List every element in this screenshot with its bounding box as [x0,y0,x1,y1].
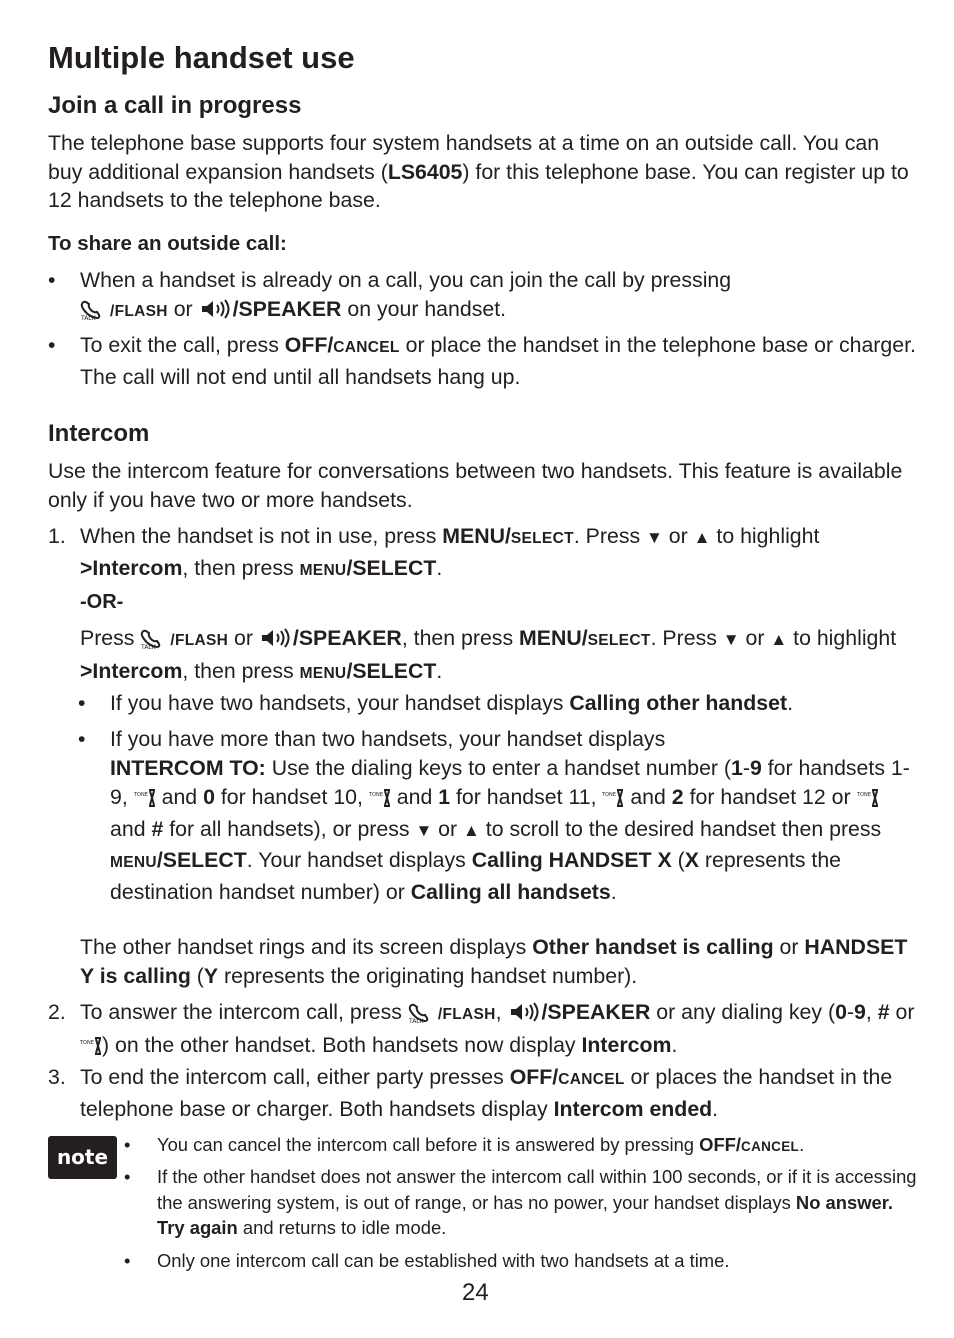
cancel-key: CANCEL [333,339,400,356]
bullet-text: If you have more than two handsets, your handset displays [110,727,666,751]
menu-key: MENU [110,854,157,872]
step-text: Press [80,626,141,650]
intercom-menu-item: >Intercom [80,555,183,580]
note-item-1 [124,1132,924,1160]
select-key: /SELECT [346,658,437,683]
display-text: Intercom ended [553,1096,713,1121]
svg-text:TONE: TONE [856,791,871,798]
bullet-marker: • [124,1250,131,1271]
step-text: ) on the other handset. Both handsets now display [102,1032,582,1057]
bullet-text: ( [671,848,685,873]
intercom-step-3 [48,1063,918,1124]
display-text: Calling HANDSET X [471,848,672,873]
step-text: , [865,1000,878,1024]
menu-key: MENU/ [519,626,588,650]
display-text: No answer. Try again [157,1191,894,1238]
bullet-text-end: or place the handset in the telephone base or charger. The call will not end until all handsets hang up. [80,333,916,389]
key-label: 2 [671,784,684,809]
bullet-text: To exit the call, press [80,333,285,357]
off-key: OFF/ [284,333,334,357]
bullet-marker: • [48,268,56,292]
tone-icon [134,787,156,816]
bullet-text-or: or [167,296,199,321]
key-label: 9 [854,1000,866,1024]
down-arrow-icon: ▼ [646,528,663,547]
svg-text:TONE: TONE [80,1039,94,1046]
intercom-sub-bullet-2 [78,725,918,907]
talk-icon [408,1002,438,1031]
flash-key: /FLASH [170,632,229,649]
note-text: and returns to idle mode. [237,1217,447,1238]
step-text: represents the originating handset number). [218,963,638,988]
menu-key: MENU/ [442,524,511,548]
intercom-step-2 [48,998,918,1064]
key-label: 1 [731,755,743,780]
bullet-text-end: on your handset. [341,296,507,321]
step-text: or [662,524,694,548]
intercom-menu-item: >Intercom [80,658,183,683]
bullet-text: . [787,691,793,715]
step-text: - [846,1000,855,1024]
svg-text:TALK: TALK [141,644,156,649]
menu-key: MENU [299,664,347,682]
step-text: or [773,935,805,959]
flash-key: /FLASH [437,1006,496,1023]
bullet-text: for handset 10, [214,784,369,809]
bullet-text: - [742,755,750,780]
bullet-marker: • [124,1134,131,1155]
share-bullet-2 [48,331,918,392]
speaker-icon [259,627,293,657]
share-heading: To share an outside call: [48,232,287,255]
display-text: Other handset is calling [532,935,774,959]
svg-text:TALK: TALK [81,314,96,320]
bullet-text: . [610,879,617,904]
bullet-marker: • [124,1166,131,1187]
note-item-3 [124,1248,924,1274]
off-key: OFF/ [699,1134,742,1155]
select-key: /SELECT [346,555,437,580]
bullet-text: for handsets 1-9, [110,755,910,809]
bullet-text: and [624,784,672,809]
tone-icon [602,787,624,816]
key-label: 0 [203,784,215,809]
cancel-key: CANCEL [741,1139,800,1154]
talk-icon [80,299,110,328]
intercom-heading: Intercom [48,420,150,447]
step-text: . Press [650,626,723,650]
note-text: You can cancel the intercom call before it is answered by pressing [157,1134,700,1155]
cancel-key: CANCEL [558,1071,625,1088]
step-text: . [712,1096,719,1121]
bullet-text: or [432,817,464,842]
intercom-step-1 [48,522,918,586]
step-number: 2. [48,1000,66,1024]
intercom-step-1-alt [48,624,918,689]
page-number: 24 [462,1279,489,1306]
key-label: # [151,817,164,842]
step-text: to highlight [710,524,820,548]
display-text: INTERCOM TO: [110,755,266,780]
intercom-rings-text [48,933,918,991]
menu-key: MENU [299,561,347,579]
note-text: If the other handset does not answer the intercom call within 100 seconds, or if it is accessing the answering system, is out of range, or has no power, your handset displays [157,1166,917,1213]
flash-key: /FLASH [110,302,168,320]
key-label: # [877,1000,890,1024]
up-arrow-icon: ▲ [770,630,788,649]
svg-text:TONE: TONE [133,791,148,798]
select-key: SELECT [510,530,574,547]
note-item-2 [124,1164,924,1241]
step-text: , then press [182,658,300,683]
talk-icon [140,628,170,657]
step-text: ( [190,963,204,988]
bullet-text: and [110,817,152,842]
step-text: or any dialing key ( [650,1000,836,1024]
step-text: When the handset is not in use, press [80,524,443,548]
bullet-marker: • [78,727,86,751]
svg-text:TONE: TONE [602,791,617,798]
bullet-text: represents the destination handset number) or [110,848,842,904]
step-text: or places the handset in the telephone base or charger. Both handsets display [80,1065,893,1121]
step-text: . [436,658,443,683]
bullet-text: . Your handset displays [246,848,472,873]
bullet-text: When a handset is already on a call, you can join the call by pressing [80,268,732,292]
join-intro-text: The telephone base supports four system handsets at a time on an outside call. You can buy additional expansion handsets ( [48,131,880,184]
step-text: , then press [401,626,520,650]
down-arrow-icon: ▼ [415,821,433,841]
step-text: To end the intercom call, either party presses [80,1065,510,1089]
step-text: , then press [182,555,300,580]
speaker-key: /SPEAKER [541,1000,651,1024]
svg-text:TONE: TONE [368,791,383,798]
model-number: LS6405 [387,159,463,184]
step-text: or [228,626,259,650]
bullet-text: and [155,784,204,809]
step-text: or [889,1000,915,1024]
display-text: Intercom [581,1032,672,1057]
off-key: OFF/ [509,1065,559,1089]
variable-label: X [684,848,699,873]
tone-icon [857,787,879,816]
intercom-intro: Use the intercom feature for conversations between two handsets. This feature is available only if you have two or more handsets. [48,459,903,512]
bullet-text: and [390,784,439,809]
up-arrow-icon: ▲ [693,528,711,547]
step-text: , [495,1000,508,1024]
or-label: -OR- [80,591,124,613]
note-text: . [799,1134,805,1155]
step-text: . [436,555,443,580]
note-text: Only one intercom call can be established with two handsets at a time. [157,1250,730,1271]
tone-icon [80,1035,102,1064]
display-text: Calling other handset [569,691,788,715]
step-text: . [671,1032,678,1057]
bullet-text: If you have two handsets, your handset displays [110,691,570,715]
key-label: 0 [835,1000,847,1024]
speaker-icon [508,1001,542,1031]
speaker-key: /SPEAKER [232,296,342,321]
step-text: or [739,626,771,650]
bullet-text: to scroll to the desired handset then press [479,817,882,842]
share-bullet-1 [48,266,918,328]
tone-icon [369,787,391,816]
bullet-marker: • [48,333,56,357]
bullet-text: for all handsets), or press [163,817,416,842]
bullet-text: for handset 11, [450,784,603,809]
key-label: 1 [438,784,451,809]
bullet-marker: • [78,691,86,715]
key-label: 9 [749,755,762,780]
step-text: . Press [573,524,647,548]
note-badge: note [48,1136,117,1179]
step-number: 1. [48,524,66,548]
speaker-icon [199,298,233,328]
intercom-sub-bullet-1 [78,689,918,718]
join-intro [48,129,918,215]
join-intro-text-end: ) for this telephone base. You can register up to 12 handsets to the telephone base. [48,159,909,213]
step-text: To answer the intercom call, press [80,1000,408,1024]
select-key: /SELECT [156,848,247,873]
variable-label: Y [203,963,219,988]
display-text: Calling all handsets [410,879,611,904]
bullet-text: for handset 12 or [683,784,857,809]
step-text: to highlight [787,626,897,650]
step-text: The other handset rings and its screen displays [80,935,533,959]
page-title: Multiple handset use [48,40,355,75]
or-separator [48,588,918,617]
bullet-text: Use the dialing keys to enter a handset number ( [265,755,732,780]
down-arrow-icon: ▼ [722,630,740,649]
speaker-key: /SPEAKER [292,626,402,650]
join-heading: Join a call in progress [48,92,302,119]
up-arrow-icon: ▲ [463,821,480,841]
select-key: SELECT [587,632,651,649]
svg-text:TALK: TALK [408,1018,424,1023]
step-number: 3. [48,1065,66,1089]
display-text: HANDSET Y is calling [80,935,908,988]
